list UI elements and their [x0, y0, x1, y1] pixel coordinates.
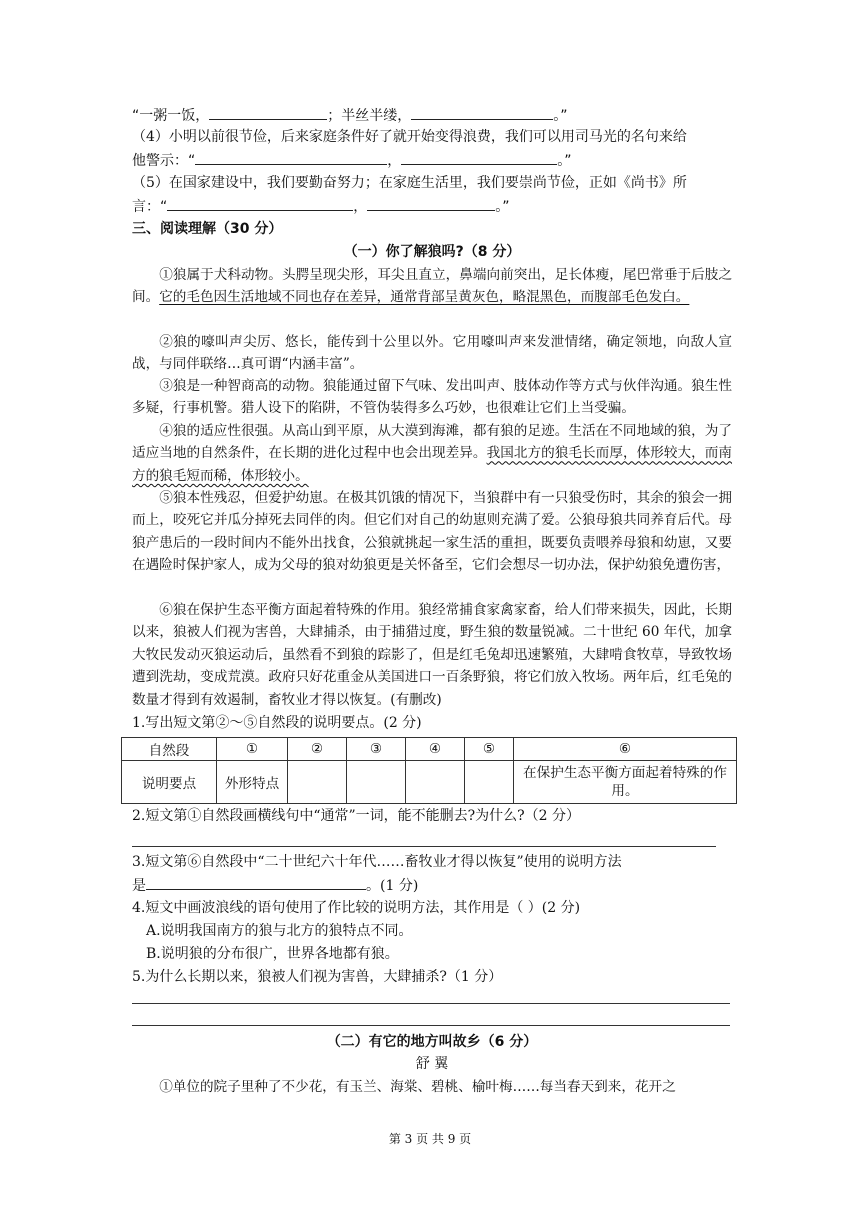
answer-cell[interactable]: [406, 761, 465, 804]
answer-blank[interactable]: [195, 149, 387, 165]
answer-blank[interactable]: [411, 104, 553, 120]
passage1-title: （一）你了解狼吗?（8 分）: [343, 244, 521, 260]
answer-line[interactable]: [132, 1003, 730, 1004]
question-4-option-b[interactable]: B.说明狼的分布很广，世界各地都有狼。: [146, 946, 399, 962]
passage1-paragraph-4: [132, 420, 732, 487]
question-text: 。(1 分): [366, 878, 419, 894]
question-4: 4.短文中画波浪线的语句使用了作比较的说明方法，其作用是（ ）(2 分): [132, 900, 581, 916]
answer-line[interactable]: [132, 1025, 730, 1026]
table-cell: 外形特点: [217, 761, 288, 804]
answer-cell[interactable]: [347, 761, 406, 804]
paragraph-text: ①狼属于犬科动物。头腭呈现尖形，耳尖且直立，鼻端向前突出，足长体瘦，尾巴常垂于后肢之间。: [132, 267, 732, 306]
paragraph-text: ④狼的适应性很强。从高山到平原，从大漠到海滩，都有狼的足迹。生活在不同地域的狼，为了适应当地的自然条件，在长期的进化过程中也会出现差异。: [132, 423, 732, 462]
q5-fill-text: （5）在国家建设中，我们要勤奋努力；在家庭生活里，我们要崇尚节俭，正如《尚书》所: [132, 175, 687, 191]
answer-blank[interactable]: [167, 195, 353, 211]
table-cell: ②: [288, 738, 347, 761]
fill-text: ，: [353, 199, 368, 215]
fill-line-1: [132, 104, 732, 127]
fill-text: 。”: [553, 108, 568, 124]
question-3-answer-line: [132, 874, 732, 897]
question-5: 5.为什么长期以来，狼被人们视为害兽，大肆捕杀?（1 分）: [132, 969, 503, 985]
answer-line[interactable]: [132, 846, 716, 847]
passage1-paragraph-1: [132, 264, 732, 309]
passage1-paragraph-5: ⑤狼本性残忍，但爱护幼崽。在极其饥饿的情况下，当狼群中有一只狼受伤时，其余的狼会一拥而上，咬死它并瓜分掉死去同伴的肉。但它们对自己的幼崽则充满了爱。公狼母狼共同养育后代。母狼产患后的一段时间内不能外出找食，公狼就挑起一家生活的重担，既要负责喂养母狼和幼崽，又要在遇险时保护家人，成为父母的狼对幼狼更是关怀备至，它们会想尽一切办法，保护幼狼免遭伤害，: [132, 490, 732, 574]
fill-text: 。”: [495, 199, 510, 215]
question-1: 1.写出短文第②～⑤自然段的说明要点。(2 分): [132, 715, 422, 731]
fill-text: ，: [387, 153, 402, 169]
table-cell: ③: [347, 738, 406, 761]
table-cell: 自然段: [122, 738, 217, 761]
question-4-option-a[interactable]: A.说明我国南方的狼与北方的狼特点不同。: [146, 923, 413, 939]
passage1-paragraph-3: ③狼是一种智商高的动物。狼能通过留下气味、发出叫声、肢体动作等方式与伙伴沟通。狼生性多疑，行事机警。猎人设下的陷阱，不管伪装得多么巧妙，也很难让它们上当受骗。: [132, 378, 732, 417]
fill-line-q4: [132, 149, 732, 172]
answer-blank[interactable]: [209, 104, 327, 120]
fill-text: 言：“: [132, 199, 168, 215]
fill-text: 。”: [557, 153, 572, 169]
table-cell: 说明要点: [122, 761, 217, 804]
q4-fill-text: （4）小明以前很节俭，后来家庭条件好了就开始变得浪费，我们可以用司马光的名句来给: [132, 129, 687, 145]
underlined-sentence: 它的毛色因生活地域不同也存在差异，通常背部呈黄灰色，略混黑色，而腹部毛色发白。: [159, 289, 690, 306]
question-3: 3.短文第⑥自然段中“二十世纪六十年代……畜牧业才得以恢复”使用的说明方法: [132, 854, 622, 870]
wavy-underlined-sentence: 我国北方的狼毛长而厚，体形较大，而南方的狼毛短而稀，体形较小。: [132, 445, 733, 484]
table-cell: ④: [406, 738, 465, 761]
page-footer: 第 3 页 共 9 页: [388, 1132, 472, 1146]
points-table: [121, 737, 737, 804]
question-2: 2.短文第①自然段画横线句中“通常”一词，能不能删去?为什么?（2 分）: [132, 808, 581, 824]
fill-text: 他警示：“: [132, 153, 196, 169]
passage2-author: 舒 翼: [415, 1056, 449, 1072]
fill-text: “一粥一饭，: [132, 108, 210, 124]
passage1-paragraph-6: ⑥狼在保护生态平衡方面起着特殊的作用。狼经常捕食家禽家畜，给人们带来损失，因此，长期以来，狼被人们视为害兽，大肆捕杀，由于捕猎过度，野生狼的数量锐减。二十世纪 60 年代，加拿大牧民发动灭狼运动后，虽然看不到狼的踪影了，但是红毛兔却迅速繁殖，大肆啃食牧草，导致牧场遭到洗劫，变成荒漠。政府只好花重金从美国进口一百条野狼，将它们放入牧场。两年后，红毛兔的数量才得到有效遏制，畜牧业才得以恢复。(有删改): [132, 602, 732, 708]
table-cell: 在保护生态平衡方面起着特殊的作用。: [514, 761, 737, 804]
table-cell: ①: [217, 738, 288, 761]
answer-blank[interactable]: [401, 149, 557, 165]
fill-line-q5: [132, 195, 732, 218]
question-text: 是: [132, 878, 146, 894]
answer-cell[interactable]: [465, 761, 514, 804]
passage1-paragraph-2: ②狼的嚎叫声尖厉、悠长，能传到十公里以外。它用嚎叫声来发泄情绪，确定领地，向敌人宣战，与同伴联络…真可谓“内涵丰富”。: [132, 334, 732, 373]
answer-cell[interactable]: [288, 761, 347, 804]
section-heading: 三、阅读理解（30 分）: [132, 221, 283, 237]
table-cell: ⑤: [465, 738, 514, 761]
passage2-title: （二）有它的地方叫故乡（6 分）: [326, 1034, 538, 1050]
passage2-paragraph-1: ①单位的院子里种了不少花，有玉兰、海棠、碧桃、榆叶梅……每当春天到来，花开之: [159, 1079, 676, 1095]
answer-blank[interactable]: [146, 874, 366, 890]
answer-blank[interactable]: [367, 195, 495, 211]
table-cell: ⑥: [514, 738, 737, 761]
fill-text: ；半丝半缕，: [327, 108, 412, 124]
